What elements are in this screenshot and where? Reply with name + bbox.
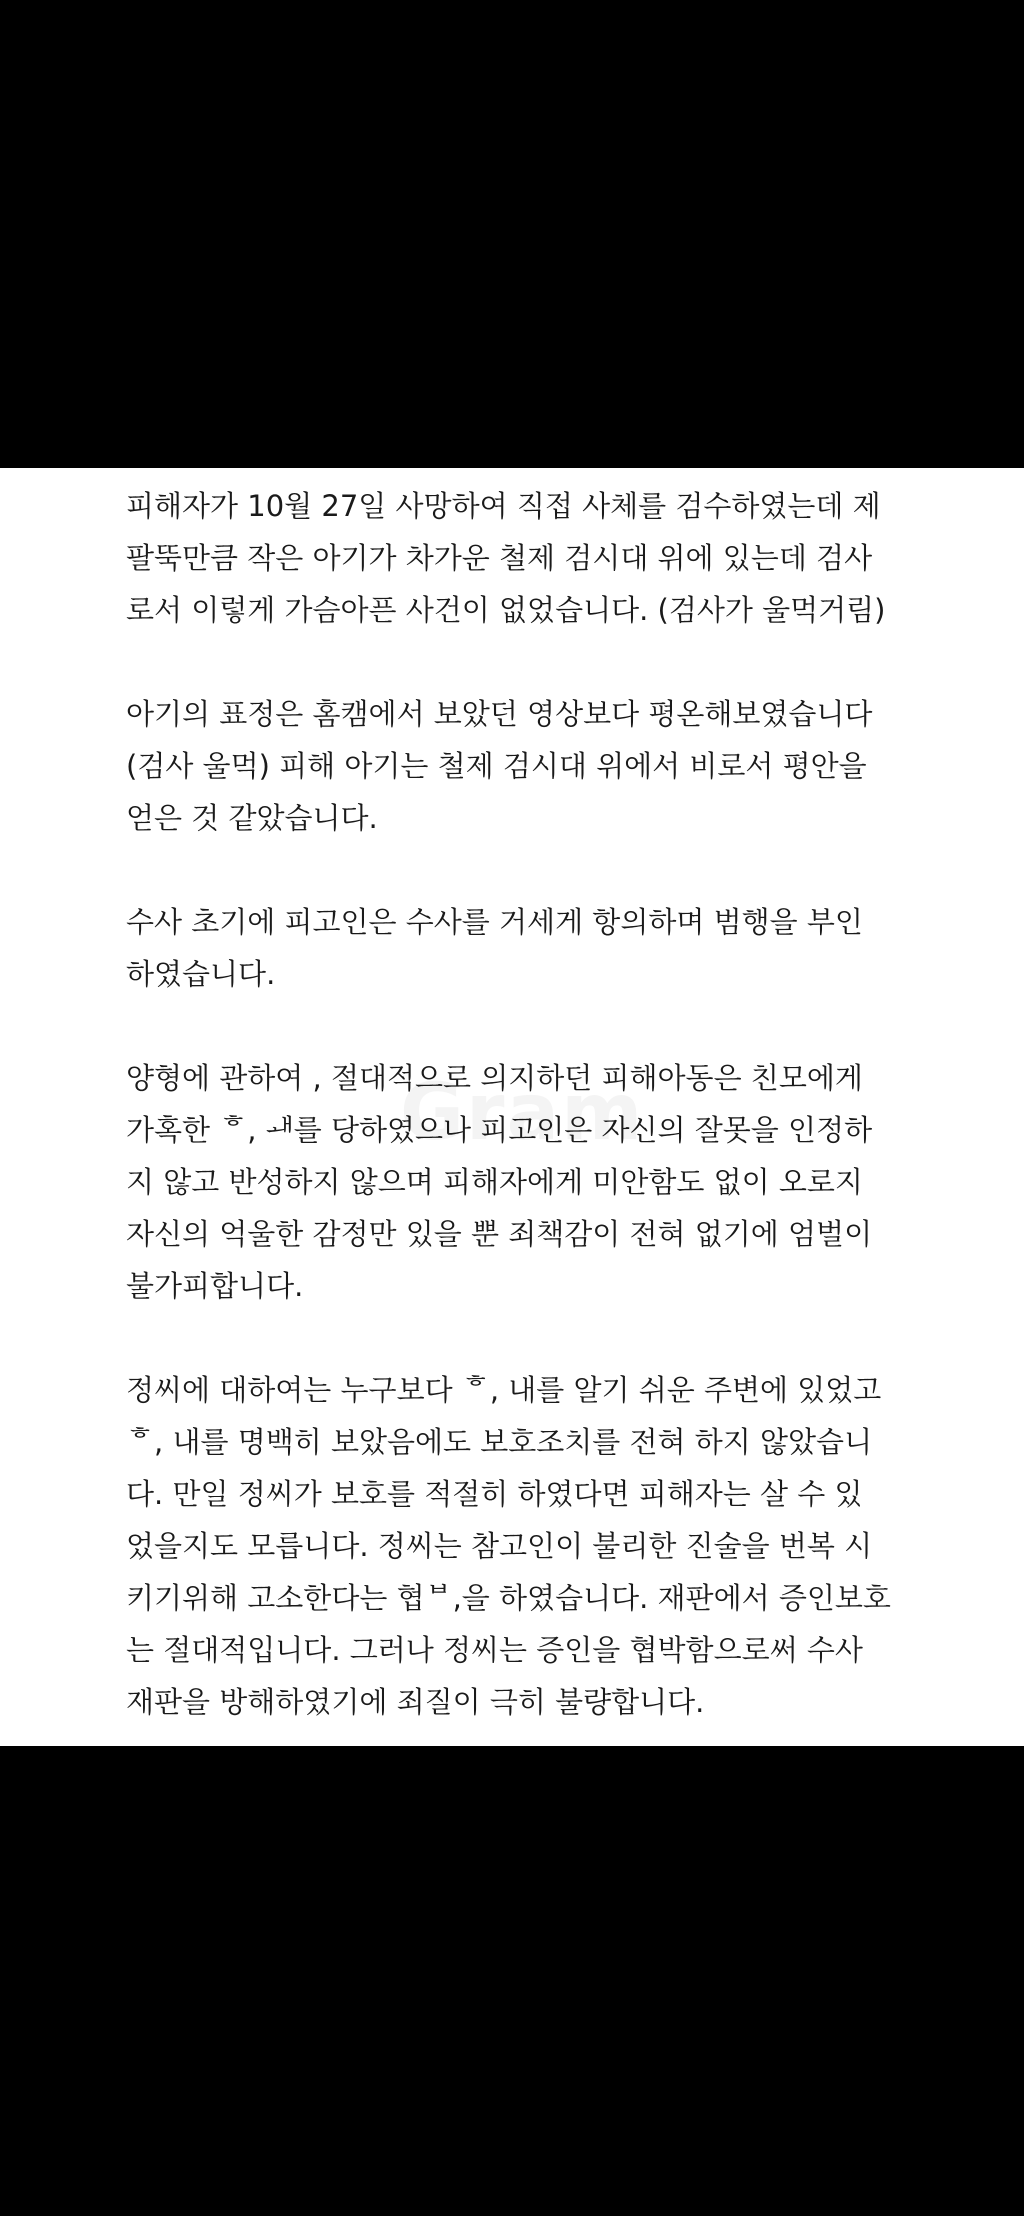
text-line: 불가피합니다.	[126, 1269, 304, 1303]
text-line: 자신의 억울한 감정만 있을 뿐 죄책감이 전혀 없기에 엄벌이	[126, 1217, 873, 1251]
paragraph-1	[126, 480, 1006, 636]
text-line: 로서 이렇게 가슴아픈 사건이 없었습니다. (검사가 울먹거림)	[126, 593, 886, 627]
top-letterbox	[0, 0, 1024, 468]
document-page	[0, 468, 1024, 1746]
text-line: 가혹한 ᄒ, ᅫ를 당하였으나 피고인은 자신의 잘못을 인정하	[126, 1113, 873, 1147]
text-line: 얻은 것 같았습니다.	[126, 801, 378, 835]
text-line: 하였습니다.	[126, 957, 276, 991]
text-line: 키기위해 고소한다는 협ᄇ,을 하였습니다. 재판에서 증인보호	[126, 1581, 891, 1615]
text-line: 재판을 방해하였기에 죄질이 극히 불량합니다.	[126, 1685, 705, 1719]
bottom-letterbox	[0, 1746, 1024, 2216]
text-line: 아기의 표정은 홈캠에서 보았던 영상보다 평온해보였습니다	[126, 697, 873, 731]
text-line: 양형에 관하여 , 절대적으로 의지하던 피해아동은 친모에게	[126, 1061, 863, 1095]
text-line: 었을지도 모릅니다. 정씨는 참고인이 불리한 진술을 번복 시	[126, 1529, 873, 1563]
paragraph-4	[126, 1052, 1006, 1312]
text-line: (검사 울먹) 피해 아기는 철제 검시대 위에서 비로서 평안을	[126, 749, 867, 783]
text-line: 는 절대적입니다. 그러나 정씨는 증인을 협박함으로써 수사	[126, 1633, 863, 1667]
paragraph-3	[126, 896, 1006, 1000]
text-line: 피해자가 10월 27일 사망하여 직접 사체를 검수하였는데 제	[126, 489, 881, 523]
paragraph-2	[126, 688, 1006, 844]
document-text	[126, 480, 1006, 1780]
text-line: 팔뚝만큼 작은 아기가 차가운 철제 검시대 위에 있는데 검사	[126, 541, 873, 575]
text-line: 지 않고 반성하지 않으며 피해자에게 미안함도 없이 오로지	[126, 1165, 863, 1199]
text-line: 수사 초기에 피고인은 수사를 거세게 항의하며 범행을 부인	[126, 905, 863, 939]
text-line: 정씨에 대하여는 누구보다 ᄒ, 내를 알기 쉬운 주변에 있었고	[126, 1373, 882, 1407]
text-line: 다. 만일 정씨가 보호를 적절히 하였다면 피해자는 살 수 있	[126, 1477, 863, 1511]
text-line: ᄒ, 내를 명백히 보았음에도 보호조치를 전혀 하지 않았습니	[126, 1425, 873, 1459]
paragraph-5	[126, 1364, 1006, 1728]
